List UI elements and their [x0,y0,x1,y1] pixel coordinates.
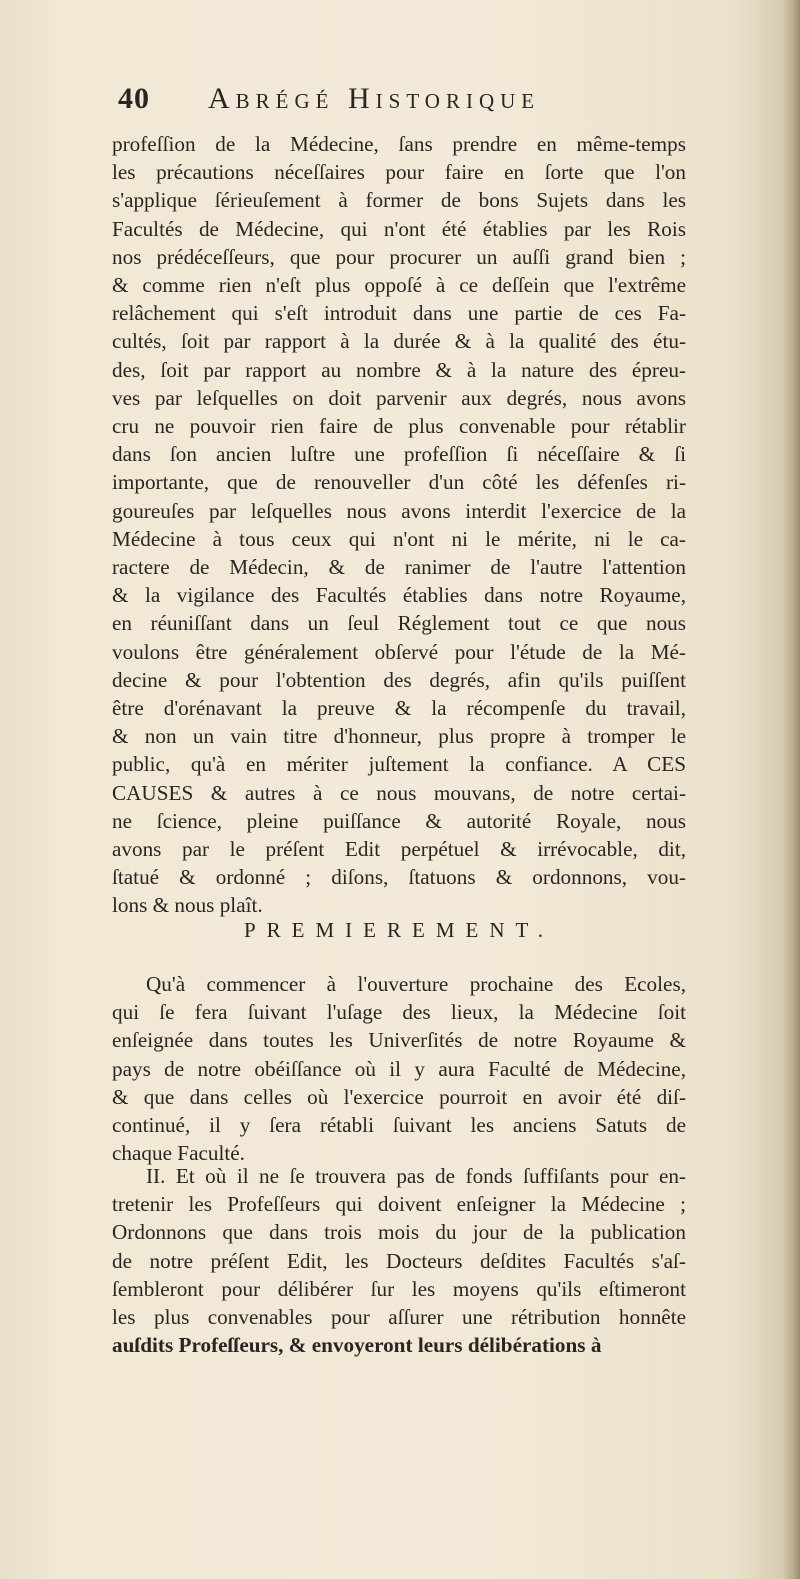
paragraph-2 [112,970,686,1167]
text-line: ne ſcience, pleine puiſſance & autorité Royale, nous [112,808,686,833]
text-line: tretenir les Profeſſeurs qui doivent enſeigner la Médecine ; [112,1192,686,1217]
text-line: chaque Faculté. [112,1141,245,1166]
text-line: ſembleront pour délibérer ſur les moyens qu'ils eſtimeront [112,1276,686,1301]
text-line: cru ne pouvoir rien faire de plus convenable pour rétablir [112,414,686,439]
text-line: II. Et où il ne ſe trouvera pas de fonds ſuffiſants pour en- [146,1164,686,1188]
text-line: cultés, ſoit par rapport à la durée & à la qualité des étu- [112,329,686,354]
text-line: nos prédéceſſeurs, que pour procurer un auſſi grand bien ; [112,244,686,269]
text-line: ſtatué & ordonné ; diſons, ſtatuons & ordonnons, vou- [112,865,686,890]
text-line: de notre préſent Edit, les Docteurs deſdites Facultés s'aſ- [112,1248,686,1273]
running-title: Abrégé Historique [208,82,541,115]
text-line: qui ſe fera ſuivant l'uſage des lieux, la Médecine ſoit [112,1000,686,1025]
text-line: & que dans celles où l'exercice pourroit en avoir été diſ- [112,1084,686,1109]
text-line: decine & pour l'obtention des degrés, afin qu'ils puiſſent [112,667,686,692]
text-line: & comme rien n'eſt plus oppoſé à ce deſſein que l'extrême [112,273,686,298]
text-line: importante, que de renouveller d'un côté les défenſes ri- [112,470,686,495]
text-line: ves par leſquelles on doit parvenir aux degrés, nous avons [112,385,686,410]
page-edge-shadow [782,0,800,1579]
text-line: les plus convenables pour aſſurer une rétribution honnête [112,1305,686,1330]
paragraph-1 [112,130,686,920]
text-line: voulons être généralement obſervé pour l'étude de la Mé- [112,639,686,664]
text-line: s'applique ſérieuſement à former de bons Sujets dans les [112,188,686,213]
text-line: lons & nous plaît. [112,893,263,918]
text-line: CAUSES & autres à ce nous mouvans, de notre certai- [112,780,686,805]
page-header [118,82,678,124]
text-line: profeſſion de la Médecine, ſans prendre en même-temps [112,132,686,156]
text-line: & la vigilance des Facultés établies dans notre Royaume, [112,583,686,608]
text-line: relâchement qui s'eſt introduit dans une partie de ces Fa- [112,301,686,326]
text-line: Facultés de Médecine, qui n'ont été établies par les Rois [112,216,686,241]
text-line: en réuniſſant dans un ſeul Réglement tout ce que nous [112,611,686,636]
text-line: Ordonnons que dans trois mois du jour de la publication [112,1220,686,1245]
text-line: ractere de Médecin, & de ranimer de l'autre l'attention [112,555,686,580]
text-line: des, ſoit par rapport au nombre & à la nature des épreu- [112,357,686,382]
text-line: dans ſon ancien luſtre une profeſſion ſi néceſſaire & ſi [112,442,686,467]
text-line: enſeignée dans toutes les Univerſités de notre Royaume & [112,1028,686,1053]
text-line: Qu'à commencer à l'ouverture prochaine des Ecoles, [146,972,686,996]
text-line: public, qu'à en mériter juſtement la confiance. A CES [112,752,686,777]
text-line: être d'orénavant la preuve & la récompenſe du travail, [112,696,686,721]
section-heading: PREMIEREMENT. [243,918,555,942]
text-line: continué, il y ſera rétabli ſuivant les anciens Satuts de [112,1113,686,1138]
page-number: 40 [118,82,150,115]
text-line: goureuſes par leſquelles nous avons interdit l'exercice de la [112,498,686,523]
text-line: avons par le préſent Edit perpétuel & irrévocable, dit, [112,837,686,862]
text-line: auſdits Profeſſeurs, & envoyeront leurs délibérations à [112,1333,602,1358]
paragraph-3 [112,1162,686,1359]
text-line: Médecine à tous ceux qui n'ont ni le mérite, ni le ca- [112,526,686,551]
text-line: & non un vain titre d'honneur, plus propre à tromper le [112,724,686,749]
text-line: les précautions néceſſaires pour faire en ſorte que l'on [112,160,686,185]
text-line: pays de notre obéiſſance où il y aura Faculté de Médecine, [112,1056,686,1081]
